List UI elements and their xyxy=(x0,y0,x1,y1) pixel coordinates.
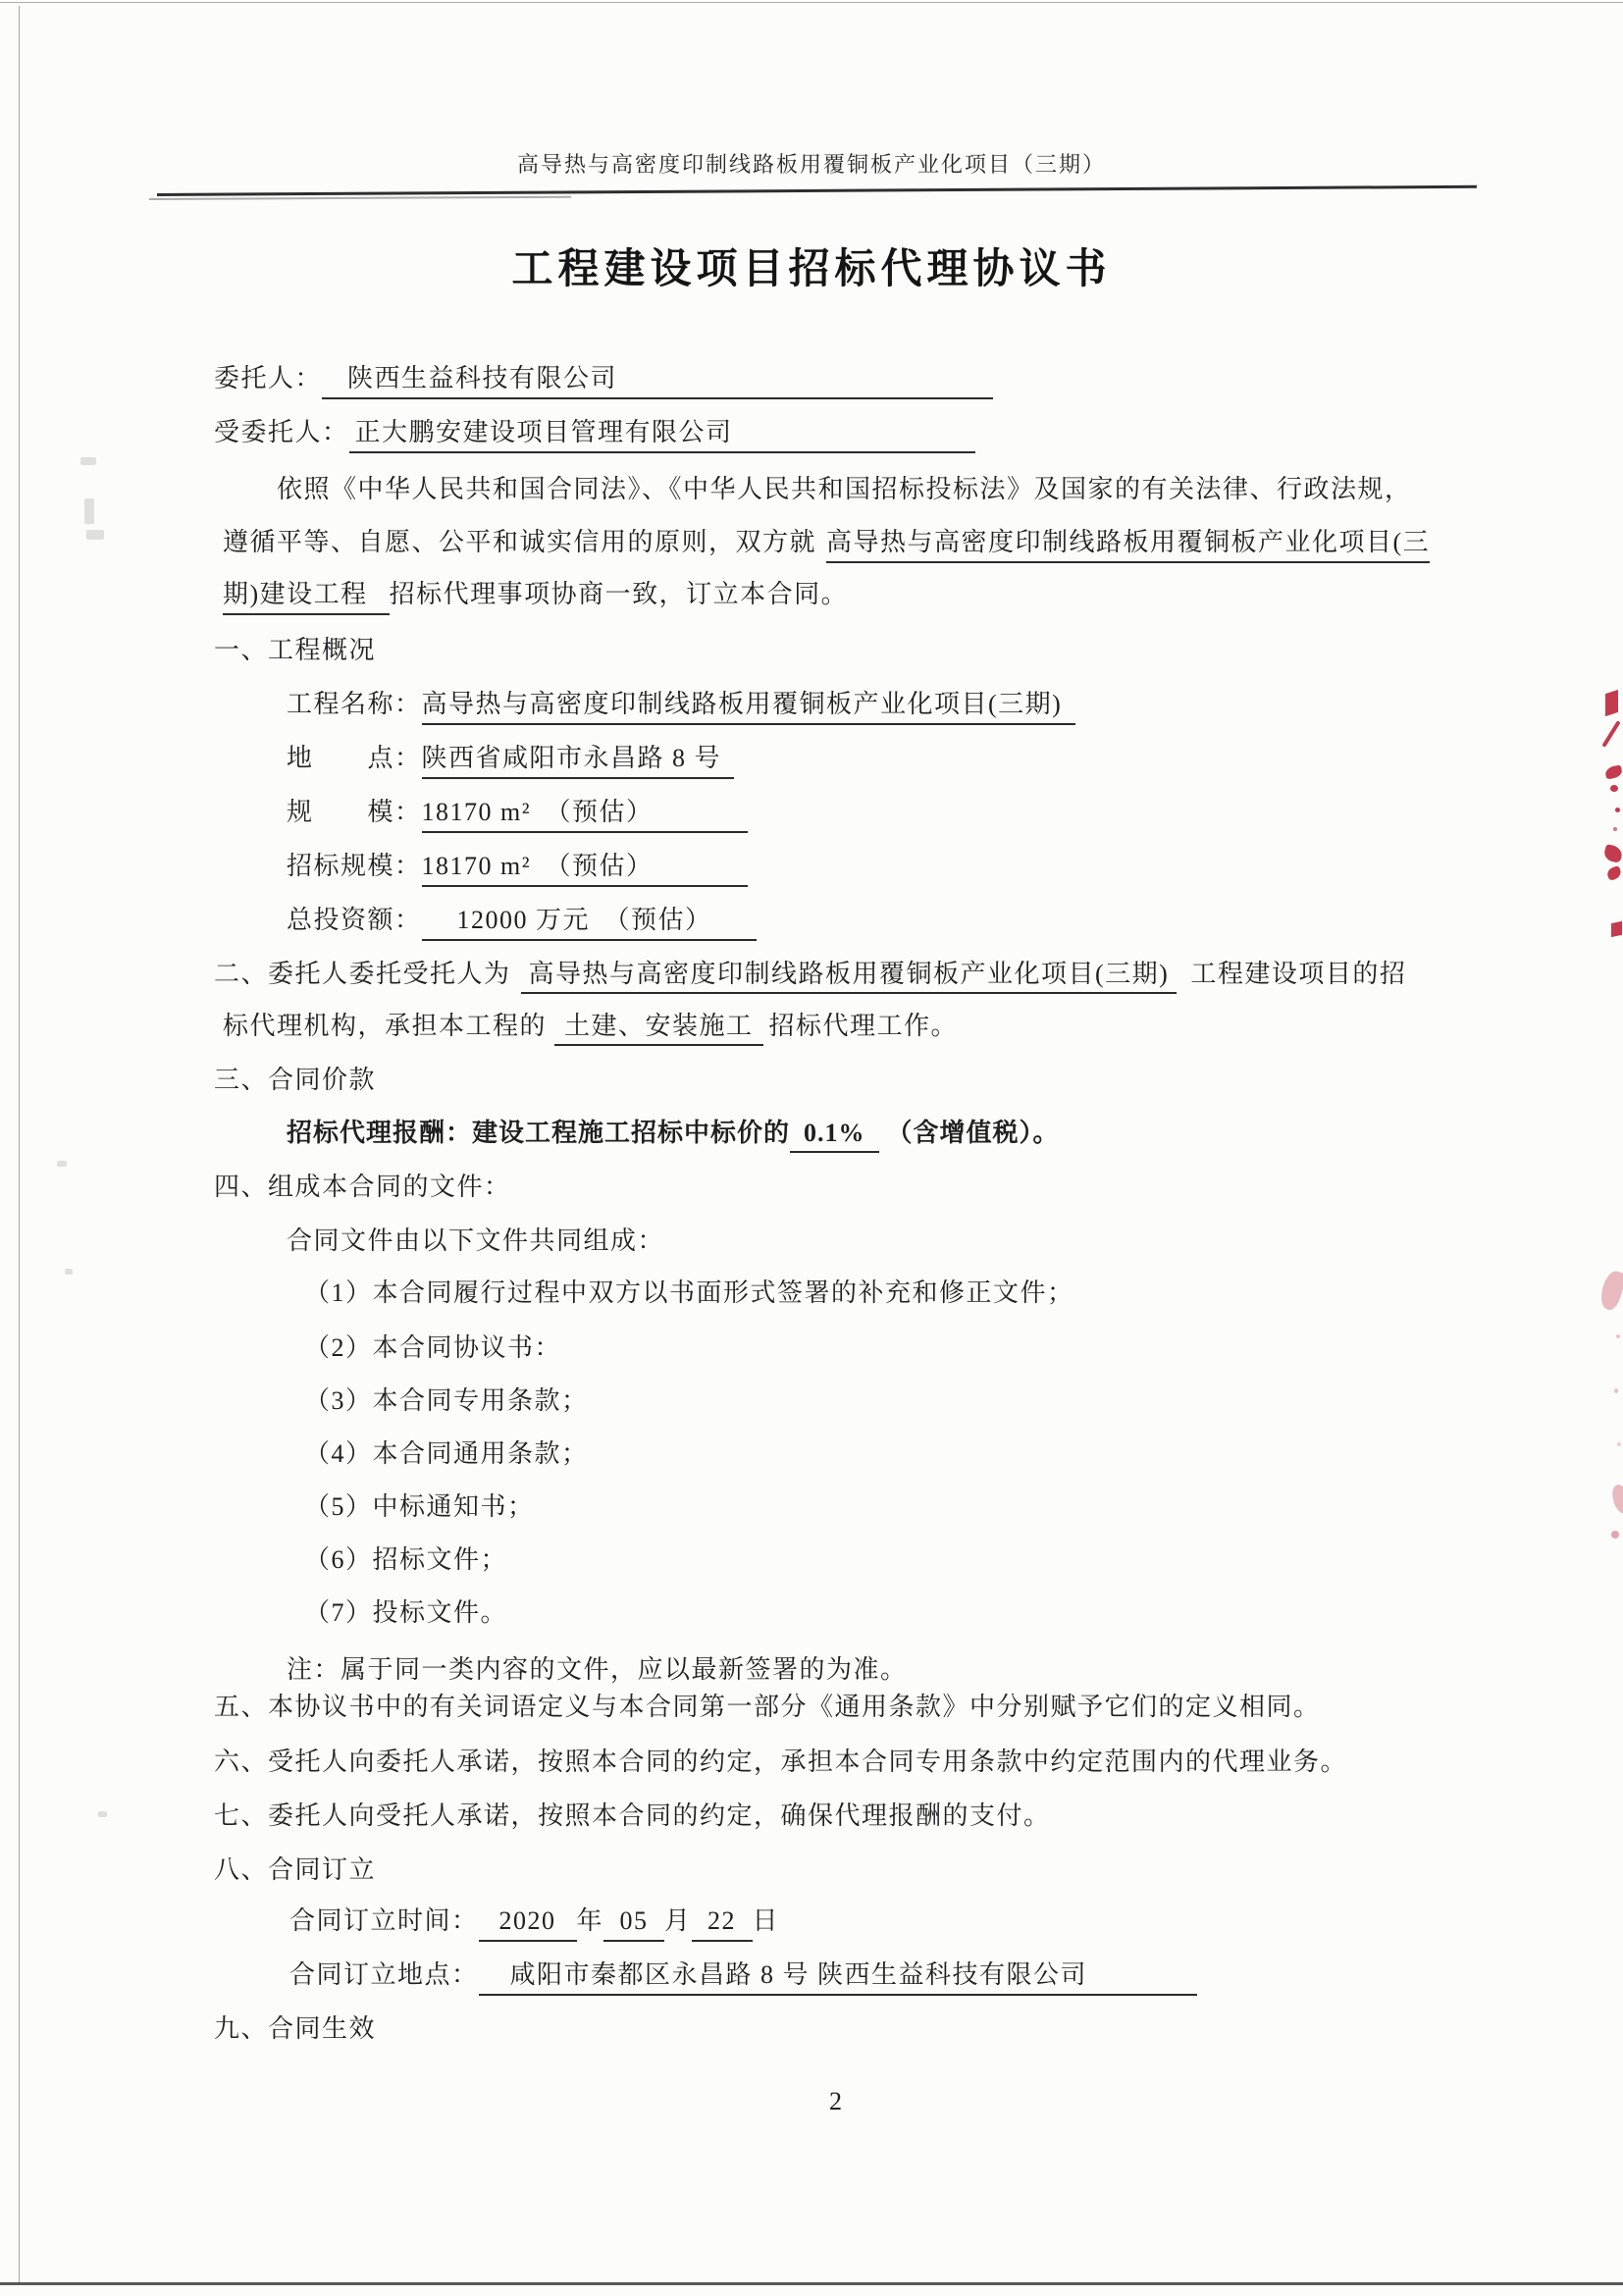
client-label: 委托人： xyxy=(214,364,323,392)
clause-2-line-2 xyxy=(223,1009,958,1046)
year-unit: 年 xyxy=(576,1906,604,1935)
red-ink-mark xyxy=(1602,844,1623,863)
scan-speck xyxy=(84,498,94,524)
contract-date-label: 合同订立时间： xyxy=(289,1906,479,1935)
overview-value: 18170 m² （预估） xyxy=(422,795,748,833)
overview-row-location xyxy=(287,741,734,779)
contract-place-value: 咸阳市秦都区永昌路 8 号 陕西生益科技有限公司 xyxy=(479,1957,1197,1996)
red-ink-mark xyxy=(1605,865,1622,881)
red-ink-dot xyxy=(1616,1334,1620,1338)
contract-year-value: 2020 xyxy=(479,1904,577,1942)
red-ink-mark xyxy=(1604,764,1623,779)
header-divider-line-faint xyxy=(149,196,571,200)
contract-file-item: （7）投标文件。 xyxy=(304,1598,508,1627)
pink-ink-smudge xyxy=(1597,1269,1623,1312)
overview-value: 陕西省咸阳市永昌路 8 号 xyxy=(422,741,734,779)
contract-file-item: （4）本合同通用条款； xyxy=(304,1439,589,1468)
contract-place-label: 合同订立地点： xyxy=(289,1960,479,1989)
contract-file-item: （5）中标通知书； xyxy=(304,1492,535,1521)
overview-row-bid-scale xyxy=(287,849,748,887)
contract-file-item: （1）本合同履行过程中双方以书面形式签署的补充和修正文件； xyxy=(304,1278,1074,1307)
overview-value: 高导热与高密度印制线路板用覆铜板产业化项目(三期) xyxy=(422,687,1076,725)
overview-row-total-investment xyxy=(287,903,757,941)
clause-4-note: 注：属于同一类内容的文件，应以最新签署的为准。 xyxy=(287,1655,908,1684)
contract-file-item: （3）本合同专用条款； xyxy=(304,1386,589,1415)
clause-3-detail xyxy=(287,1116,1060,1153)
clause-3-heading: 三、合同价款 xyxy=(214,1066,377,1094)
preamble-line-3 xyxy=(223,577,848,615)
clause-3-detail-post: （含增值税）。 xyxy=(886,1119,1060,1147)
client-row xyxy=(214,361,993,399)
clause-3-detail-pre: 招标代理报酬：建设工程施工招标中标价的 xyxy=(287,1119,791,1147)
preamble-line-2 xyxy=(223,525,1430,563)
clause-2-project: 高导热与高密度印制线路板用覆铜板产业化项目(三期) xyxy=(521,957,1178,994)
pink-ink-smudge xyxy=(1611,1484,1623,1515)
clause-9-heading: 九、合同生效 xyxy=(214,2014,377,2043)
red-ink-mark xyxy=(1613,827,1617,831)
clause-2-line-2-pre: 标代理机构，承担本工程的 xyxy=(223,1012,548,1040)
clause-4-intro: 合同文件由以下文件共同组成： xyxy=(287,1226,665,1255)
red-ink-mark xyxy=(1615,808,1620,812)
overview-row-scale xyxy=(287,795,748,833)
preamble-line-1: 依照《中华人民共和国合同法》、《中华人民共和国招标投标法》及国家的有关法律、行政法规， xyxy=(277,475,1412,503)
red-ink-mark xyxy=(1601,720,1620,748)
contract-place-row xyxy=(289,1957,1197,1996)
scan-speck xyxy=(57,1161,67,1167)
left-scan-edge-line xyxy=(19,6,20,2284)
scan-speck xyxy=(65,1269,73,1275)
scan-speck xyxy=(86,530,104,540)
preamble-line-3-plain: 招标代理事项协商一致，订立本合同。 xyxy=(389,580,849,608)
top-scan-edge-line xyxy=(0,2,1623,3)
clause-8-heading: 八、合同订立 xyxy=(214,1855,377,1884)
agent-row xyxy=(214,415,975,453)
preamble-line-3-underlined: 期)建设工程 xyxy=(223,577,390,615)
month-unit: 月 xyxy=(664,1906,692,1935)
clause-3-rate-value: 0.1% xyxy=(790,1116,879,1153)
red-ink-dot xyxy=(1617,1442,1621,1446)
overview-label: 地 点： xyxy=(287,744,422,772)
document-title: 工程建设项目招标代理协议书 xyxy=(511,245,1112,291)
overview-label: 总投资额： xyxy=(287,906,422,934)
red-ink-mark xyxy=(1611,921,1622,937)
red-ink-dot xyxy=(1614,1388,1618,1393)
contract-day-value: 22 xyxy=(692,1904,753,1942)
red-ink-mark xyxy=(1610,785,1618,792)
clause-2-post: 工程建设项目的招 xyxy=(1190,960,1407,988)
red-ink-mark xyxy=(1605,690,1618,716)
clause-7-text: 七、委托人向受托人承诺，按照本合同的约定，确保代理报酬的支付。 xyxy=(214,1801,1051,1830)
preamble-line-2-plain: 遵循平等、自愿、公平和诚实信用的原则，双方就 xyxy=(223,528,817,556)
agent-label: 受委托人： xyxy=(214,418,349,446)
agent-value: 正大鹏安建设项目管理有限公司 xyxy=(349,415,975,453)
scan-speck xyxy=(98,1811,107,1817)
overview-label: 工程名称： xyxy=(287,690,422,718)
contract-month-value: 05 xyxy=(603,1904,664,1942)
clause-2-line-2-post: 招标代理工作。 xyxy=(768,1012,959,1040)
contract-date-row xyxy=(289,1904,779,1942)
contract-file-item: （6）招标文件； xyxy=(304,1545,508,1574)
red-ink-dot xyxy=(1611,1531,1619,1539)
section-overview-heading: 一、工程概况 xyxy=(214,636,377,664)
clause-6-text: 六、受托人向委托人承诺，按照本合同的约定，承担本合同专用条款中约定范围内的代理业务。 xyxy=(214,1748,1348,1776)
overview-value: 18170 m² （预估） xyxy=(422,849,748,887)
clause-2-pre: 二、委托人委托受托人为 xyxy=(214,960,511,988)
preamble-line-2-underlined: 高导热与高密度印制线路板用覆铜板产业化项目(三 xyxy=(826,525,1430,563)
overview-row-project-name xyxy=(287,687,1075,725)
page-number: 2 xyxy=(829,2087,842,2115)
overview-label: 规 模： xyxy=(287,798,422,826)
clause-2-line-1 xyxy=(214,957,1406,994)
day-unit: 日 xyxy=(752,1906,780,1935)
header-divider-line xyxy=(157,185,1477,196)
client-value: 陕西生益科技有限公司 xyxy=(322,361,993,399)
clause-2-scope: 土建、安装施工 xyxy=(554,1009,763,1046)
scan-speck xyxy=(80,457,96,465)
overview-value: 12000 万元 （预估） xyxy=(422,903,757,941)
overview-label: 招标规模： xyxy=(287,852,422,880)
bottom-scan-edge-line xyxy=(0,2282,1623,2285)
contract-file-item: （2）本合同协议书： xyxy=(304,1333,562,1362)
clause-5-text: 五、本协议书中的有关词语定义与本合同第一部分《通用条款》中分别赋予它们的定义相同。 xyxy=(214,1693,1321,1721)
document-header-project-name: 高导热与高密度印制线路板用覆铜板产业化项目（三期） xyxy=(516,152,1106,177)
clause-4-heading: 四、组成本合同的文件： xyxy=(214,1173,511,1201)
